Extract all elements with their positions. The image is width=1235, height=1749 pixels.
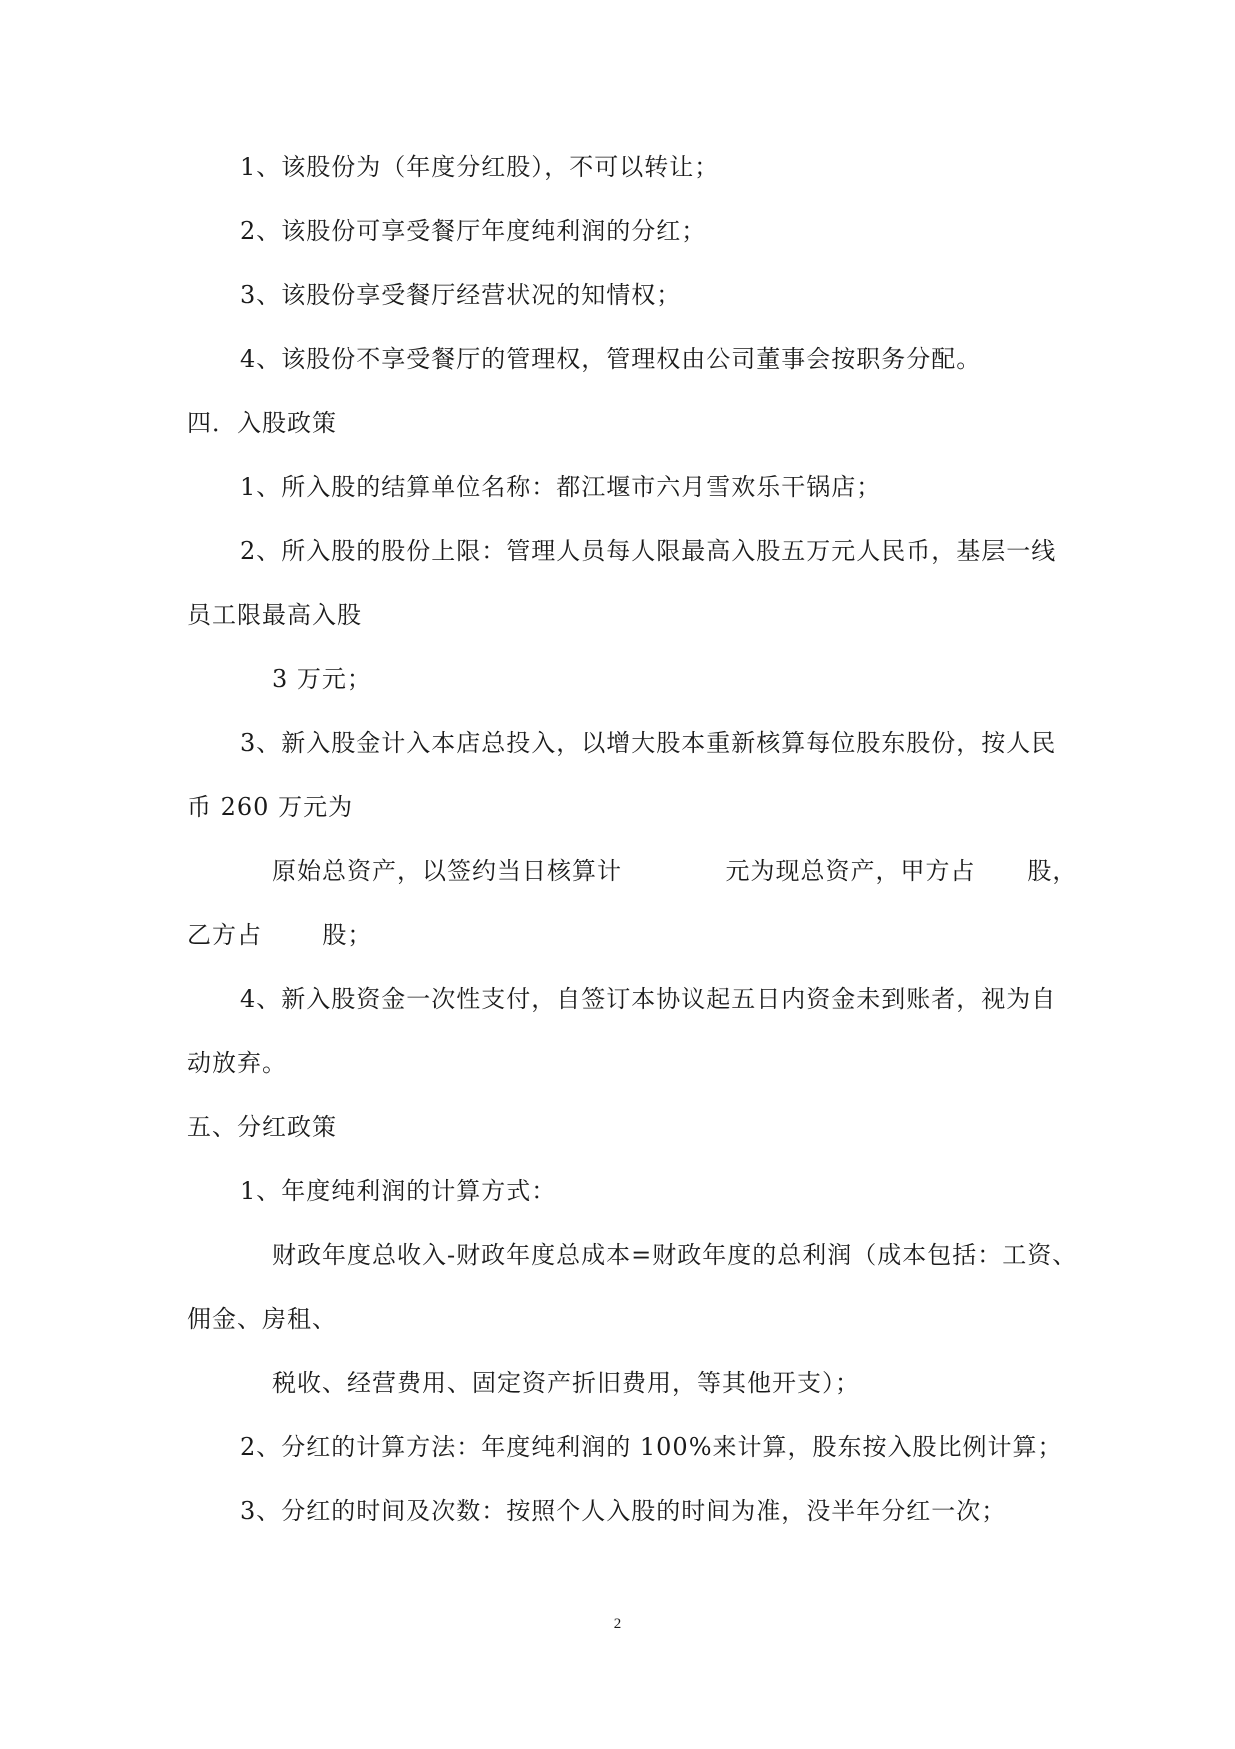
section-heading-5: 五、分红政策 — [187, 1113, 337, 1141]
policy-1-settlement-unit: 1、所入股的结算单位名称：都江堰市六月雪欢乐干锅店； — [240, 473, 882, 501]
policy-4-continuation: 动放弃。 — [187, 1049, 287, 1077]
policy-2-amount: 3 万元； — [272, 665, 372, 693]
dividend-3-frequency: 3、分红的时间及次数：按照个人入股的时间为准，没半年分红一次； — [240, 1497, 1007, 1525]
policy-3-assets: 原始总资产，以签约当日核算计 元为现总资产，甲方占 股， — [272, 857, 1078, 885]
policy-2-continuation: 员工限最高入股 — [187, 601, 362, 629]
page-number: 2 — [613, 1616, 622, 1632]
dividend-2-method: 2、分红的计算方法：年度纯利润的 100%来计算，股东按入股比例计算； — [240, 1433, 1063, 1461]
clause-4-management: 4、该股份不享受餐厅的管理权，管理权由公司董事会按职务分配。 — [240, 345, 982, 373]
dividend-1-formula: 财政年度总收入-财政年度总成本=财政年度的总利润（成本包括：工资、 — [272, 1241, 1078, 1269]
section-heading-4: 四．入股政策 — [187, 409, 337, 437]
dividend-1-calculation: 1、年度纯利润的计算方式： — [240, 1177, 557, 1205]
clause-1-transfer: 1、该股份为（年度分红股），不可以转让； — [240, 153, 720, 181]
policy-3-continuation: 币 260 万元为 — [187, 793, 354, 821]
policy-3-new-capital: 3、新入股金计入本店总投入，以增大股本重新核算每位股东股份，按人民 — [240, 729, 1057, 757]
clause-2-dividend: 2、该股份可享受餐厅年度纯利润的分红； — [240, 217, 707, 245]
policy-3-party-b: 乙方占 股； — [187, 921, 373, 949]
dividend-1-formula-end: 税收、经营费用、固定资产折旧费用，等其他开支）； — [272, 1369, 860, 1397]
clause-3-right-to-know: 3、该股份享受餐厅经营状况的知情权； — [240, 281, 682, 309]
policy-4-payment: 4、新入股资金一次性支付，自签订本协议起五日内资金未到账者，视为自 — [240, 985, 1057, 1013]
dividend-1-formula-cont: 佣金、房租、 — [187, 1305, 337, 1333]
policy-2-share-limit: 2、所入股的股份上限：管理人员每人限最高入股五万元人民币，基层一线 — [240, 537, 1057, 565]
